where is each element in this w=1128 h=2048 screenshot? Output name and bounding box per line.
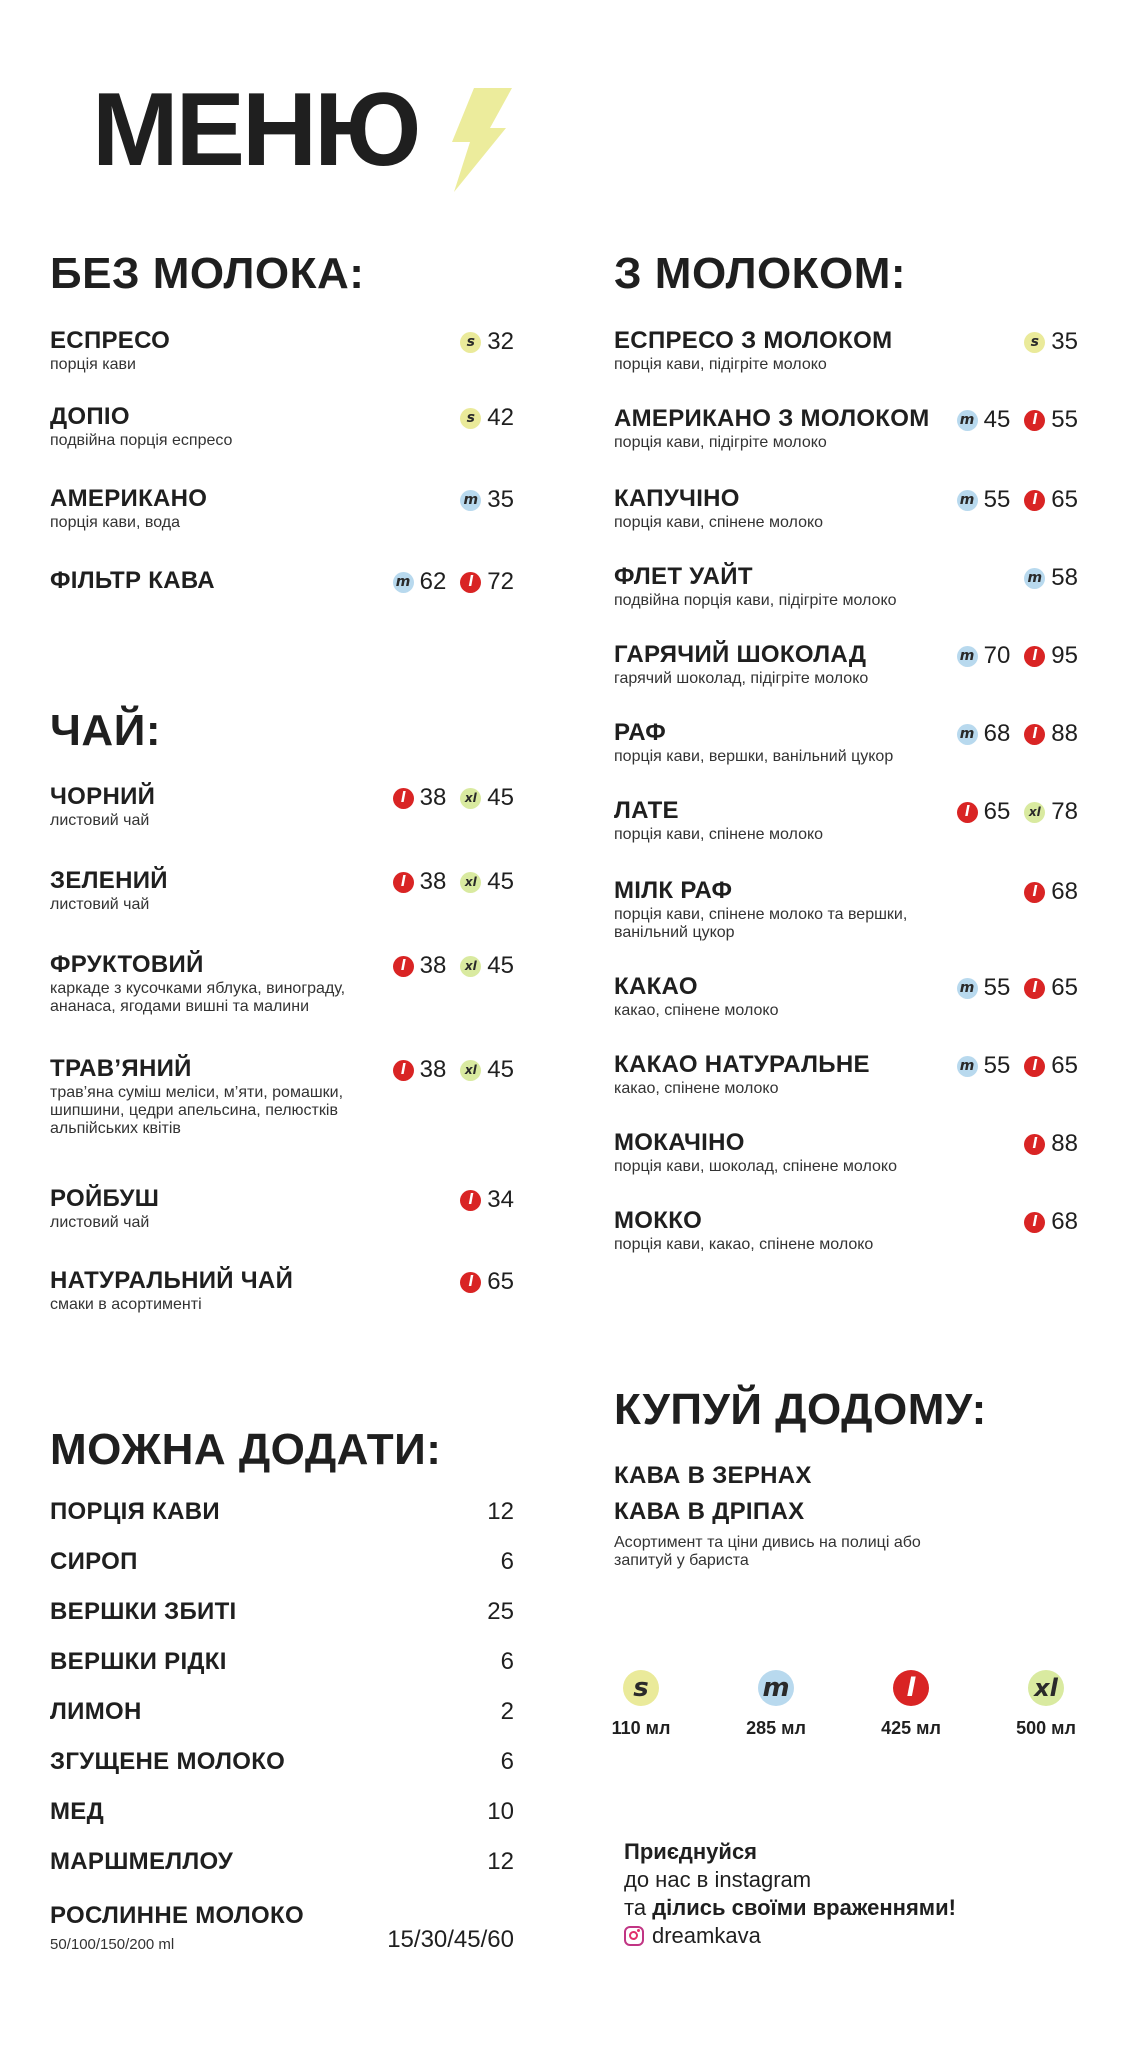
price-m (957, 642, 1011, 670)
size-label: 285 мл (746, 1718, 806, 1738)
addon-price: 6 (500, 1648, 514, 1675)
addon-row (50, 1848, 514, 1876)
plant-milk-volumes: 50/100/150/200 ml (50, 1936, 175, 1953)
menu-item (614, 972, 1078, 1020)
item-name: ЕСПРЕСО З МОЛОКОМ (614, 327, 893, 354)
item-description: гарячий шоколад, підігріте молоко (614, 670, 869, 687)
size-l-icon: l (1024, 1134, 1045, 1155)
item-prices (1024, 878, 1078, 906)
price-value: 45 (487, 1056, 514, 1083)
menu-item (50, 1184, 514, 1232)
item-name: РАФ (614, 719, 667, 746)
price-value: 34 (487, 1186, 514, 1213)
size-legend-s (596, 1670, 686, 1739)
addon-name: МЕД (50, 1798, 104, 1825)
size-s-icon: s (623, 1670, 659, 1706)
item-description: порція кави, спінене молоко та вершки, ванільний цукор (614, 906, 908, 941)
menu-item (614, 1206, 1078, 1254)
item-prices (957, 720, 1078, 748)
price-m (460, 486, 514, 514)
size-xl-icon: xl (460, 1060, 481, 1081)
lightning-bolt-icon (448, 88, 512, 192)
menu-item (50, 402, 514, 450)
size-m-icon: m (957, 978, 978, 999)
item-name: ФЛЕТ УАЙТ (614, 563, 753, 590)
price-l (1024, 1208, 1078, 1236)
item-description: какао, спінене молоко (614, 1002, 779, 1019)
item-name: ТРАВ’ЯНИЙ (50, 1055, 192, 1082)
addon-price: 25 (487, 1598, 514, 1625)
menu-title: МЕНЮ (92, 72, 419, 188)
price-value: 32 (487, 328, 514, 355)
menu-item (50, 566, 514, 596)
item-prices (957, 486, 1078, 514)
addon-name: МАРШМЕЛЛОУ (50, 1848, 234, 1875)
price-value: 68 (1051, 1208, 1078, 1235)
item-name: ЧОРНИЙ (50, 783, 156, 810)
menu-item (50, 326, 514, 374)
menu-item (614, 326, 1078, 374)
social-line-1: Приєднуйся (624, 1839, 758, 1864)
addon-row (50, 1648, 514, 1676)
addon-row (50, 1748, 514, 1776)
item-description: порція кави, спінене молоко (614, 826, 824, 843)
plant-milk-name: РОСЛИННЕ МОЛОКО (50, 1902, 304, 1929)
price-l (1024, 406, 1078, 434)
item-prices (957, 798, 1078, 826)
price-value: 72 (487, 568, 514, 595)
section-title-no-milk: БЕЗ МОЛОКА: (50, 249, 365, 298)
price-m (957, 720, 1011, 748)
item-prices (1024, 328, 1078, 356)
item-name: ФІЛЬТР КАВА (50, 567, 215, 594)
price-value: 88 (1051, 1130, 1078, 1157)
addon-name: ПОРЦІЯ КАВИ (50, 1498, 220, 1525)
item-name: РОЙБУШ (50, 1185, 160, 1212)
addon-name: ЗГУЩЕНЕ МОЛОКО (50, 1748, 286, 1775)
addon-name: СИРОП (50, 1548, 138, 1575)
price-value: 35 (487, 486, 514, 513)
with-milk-list (614, 326, 1078, 1266)
item-description: листовий чай (50, 812, 150, 829)
addon-price: 12 (487, 1498, 514, 1525)
buy-home-item: КАВА В ДРІПАХ (614, 1498, 805, 1525)
price-l (460, 1186, 514, 1214)
instagram-handle: dreamkava (652, 1923, 761, 1948)
item-name: КАКАО (614, 973, 698, 1000)
size-l-icon: l (460, 1190, 481, 1211)
addon-row (50, 1498, 514, 1526)
size-l-icon: l (1024, 1212, 1045, 1233)
size-m-icon: m (957, 646, 978, 667)
price-value: 55 (1051, 406, 1078, 433)
size-l-icon: l (460, 572, 481, 593)
item-prices (1024, 564, 1078, 592)
item-name: АМЕРИКАНО З МОЛОКОМ (614, 405, 930, 432)
addon-price: 12 (487, 1848, 514, 1875)
price-value: 55 (983, 486, 1011, 513)
price-value: 68 (1051, 878, 1078, 905)
price-value: 55 (983, 1052, 1011, 1079)
item-prices (460, 1186, 514, 1214)
item-prices (393, 784, 514, 812)
size-m-icon: m (957, 724, 978, 745)
item-prices (393, 868, 514, 896)
size-legend-l (866, 1670, 956, 1739)
item-description: трав’яна суміш меліси, м’яти, ромашки, шипшини, цедри апельсина, пелюстків альпійських квітів (50, 1084, 344, 1137)
section-title-with-milk: З МОЛОКОМ: (614, 249, 907, 298)
price-l (460, 1268, 514, 1296)
menu-item (614, 796, 1078, 844)
price-xl (460, 1056, 514, 1084)
item-description: какао, спінене молоко (614, 1080, 779, 1097)
price-l (393, 1056, 447, 1084)
price-value: 62 (419, 568, 447, 595)
menu-item (614, 404, 1078, 452)
size-xl-icon: xl (460, 872, 481, 893)
size-l-icon: l (1024, 978, 1045, 999)
social-line-3 (624, 1894, 956, 1922)
item-prices (957, 974, 1078, 1002)
price-l (1024, 974, 1078, 1002)
item-name: НАТУРАЛЬНИЙ ЧАЙ (50, 1267, 294, 1294)
price-value: 65 (487, 1268, 514, 1295)
addon-row (50, 1798, 514, 1826)
addon-row (50, 1548, 514, 1576)
size-l-icon: l (393, 1060, 414, 1081)
menu-item (614, 1128, 1078, 1176)
item-name: МІЛК РАФ (614, 877, 733, 904)
social-line-2: до нас в instagram (624, 1867, 812, 1892)
item-description: каркаде з кусочками яблука, винограду, ананаса, ягодами вишні та малини (50, 980, 346, 1015)
plant-milk-price: 15/30/45/60 (387, 1926, 514, 1953)
price-m (393, 568, 447, 596)
size-xl-icon: xl (1024, 802, 1045, 823)
size-l-icon: l (1024, 882, 1045, 903)
size-m-icon: m (758, 1670, 794, 1706)
price-value: 65 (1051, 974, 1078, 1001)
item-prices (393, 952, 514, 980)
price-xl (460, 784, 514, 812)
size-m-icon: m (393, 572, 414, 593)
item-prices (460, 1268, 514, 1296)
social-line-3-emphasis: ділись своїми враженнями! (652, 1895, 956, 1920)
price-value: 38 (419, 868, 447, 895)
item-name: ЛАТЕ (614, 797, 679, 824)
menu-item (614, 718, 1078, 766)
no-milk-list (50, 326, 514, 626)
price-m (957, 486, 1011, 514)
size-l-icon: l (393, 956, 414, 977)
price-l (1024, 720, 1078, 748)
addon-price: 6 (500, 1548, 514, 1575)
addon-name: ВЕРШКИ ЗБИТІ (50, 1598, 237, 1625)
price-value: 78 (1051, 798, 1078, 825)
size-m-icon: m (460, 490, 481, 511)
menu-item (614, 876, 1078, 942)
item-name: КАКАО НАТУРАЛЬНЕ (614, 1051, 870, 1078)
item-prices (460, 328, 514, 356)
menu-item (614, 1050, 1078, 1098)
size-legend-m (731, 1670, 821, 1739)
size-s-icon: s (1024, 332, 1045, 353)
section-title-tea: ЧАЙ: (50, 706, 161, 755)
social-line-3-prefix: та (624, 1895, 653, 1920)
price-l (393, 784, 447, 812)
size-m-icon: m (957, 490, 978, 511)
instagram-icon (624, 1926, 644, 1946)
menu-item (50, 484, 514, 532)
price-value: 70 (983, 642, 1011, 669)
item-description: смаки в асортименті (50, 1296, 202, 1313)
item-prices (460, 404, 514, 432)
item-description: порція кави, спінене молоко (614, 514, 824, 531)
size-m-icon: m (957, 1056, 978, 1077)
price-l (957, 798, 1011, 826)
price-l (1024, 1130, 1078, 1158)
menu-item (614, 484, 1078, 532)
item-name: АМЕРИКАНО (50, 485, 208, 512)
size-m-icon: m (957, 410, 978, 431)
item-prices (957, 642, 1078, 670)
menu-item (50, 866, 514, 914)
item-name: МОКАЧІНО (614, 1129, 745, 1156)
size-xl-icon: xl (460, 788, 481, 809)
item-description: листовий чай (50, 896, 150, 913)
price-value: 65 (1051, 486, 1078, 513)
size-l-icon: l (1024, 490, 1045, 511)
item-prices (460, 486, 514, 514)
price-value: 45 (983, 406, 1011, 433)
item-name: ЗЕЛЕНИЙ (50, 867, 168, 894)
price-value: 45 (487, 952, 514, 979)
menu-item (614, 640, 1078, 688)
item-description: подвійна порція кави, підігріте молоко (614, 592, 897, 609)
price-s (460, 404, 514, 432)
menu-item (50, 782, 514, 830)
size-l-icon: l (1024, 410, 1045, 431)
price-m (957, 974, 1011, 1002)
price-l (1024, 486, 1078, 514)
price-value: 45 (487, 784, 514, 811)
price-xl (460, 952, 514, 980)
price-xl (1024, 798, 1078, 826)
price-value: 38 (419, 784, 447, 811)
price-l (460, 568, 514, 596)
menu-item (50, 1054, 514, 1138)
item-description: порція кави, шоколад, спінене молоко (614, 1158, 897, 1175)
item-description: листовий чай (50, 1214, 150, 1231)
tea-list (50, 782, 514, 1322)
buy-home-note: Асортимент та ціни дивись на полиці або запитуй у бариста (614, 1534, 921, 1569)
item-description: порція кави, підігріте молоко (614, 434, 827, 451)
size-l-icon: l (393, 872, 414, 893)
price-value: 65 (1051, 1052, 1078, 1079)
size-l-icon: l (1024, 724, 1045, 745)
price-value: 35 (1051, 328, 1078, 355)
addon-row (50, 1698, 514, 1726)
menu-item (50, 1266, 514, 1314)
price-value: 38 (419, 1056, 447, 1083)
social-block (624, 1838, 956, 1950)
addon-price: 6 (500, 1748, 514, 1775)
price-m (957, 406, 1011, 434)
item-prices (1024, 1130, 1078, 1158)
price-l (1024, 878, 1078, 906)
item-name: ЕСПРЕСО (50, 327, 171, 354)
size-s-icon: s (460, 332, 481, 353)
item-prices (957, 406, 1078, 434)
menu-item (50, 950, 514, 1016)
item-description: порція кави, вершки, ванільний цукор (614, 748, 894, 765)
size-s-icon: s (460, 408, 481, 429)
price-value: 38 (419, 952, 447, 979)
plant-milk-row (50, 1902, 514, 1954)
item-description: подвійна порція еспресо (50, 432, 233, 449)
addon-price: 10 (487, 1798, 514, 1825)
price-m (957, 1052, 1011, 1080)
size-legend-xl (1001, 1670, 1091, 1739)
section-title-buy-home: КУПУЙ ДОДОМУ: (614, 1385, 987, 1434)
addon-row (50, 1598, 514, 1626)
price-l (1024, 642, 1078, 670)
item-prices (393, 1056, 514, 1084)
size-l-icon: l (1024, 1056, 1045, 1077)
item-name: ДОПІО (50, 403, 130, 430)
item-description: порція кави (50, 356, 136, 373)
item-prices (1024, 1208, 1078, 1236)
buy-home-item: КАВА В ЗЕРНАХ (614, 1462, 812, 1489)
addon-name: ЛИМОН (50, 1698, 142, 1725)
menu-item (614, 562, 1078, 610)
size-l-icon: l (393, 788, 414, 809)
price-m (1024, 564, 1078, 592)
price-xl (460, 868, 514, 896)
price-l (393, 868, 447, 896)
item-prices (393, 568, 514, 596)
item-prices (957, 1052, 1078, 1080)
size-xl-icon: xl (460, 956, 481, 977)
item-description: порція кави, підігріте молоко (614, 356, 827, 373)
size-label: 110 мл (611, 1718, 671, 1738)
price-s (1024, 328, 1078, 356)
instagram-link[interactable] (624, 1922, 956, 1950)
size-l-icon: l (893, 1670, 929, 1706)
price-value: 45 (487, 868, 514, 895)
size-label: 500 мл (1016, 1718, 1076, 1738)
item-name: ФРУКТОВИЙ (50, 951, 204, 978)
item-description: порція кави, вода (50, 514, 180, 531)
price-value: 88 (1051, 720, 1078, 747)
price-l (393, 952, 447, 980)
size-l-icon: l (957, 802, 978, 823)
size-m-icon: m (1024, 568, 1045, 589)
addon-price: 2 (500, 1698, 514, 1725)
section-title-addons: МОЖНА ДОДАТИ: (50, 1425, 442, 1474)
price-value: 65 (983, 798, 1011, 825)
addons-list (50, 1498, 514, 1958)
size-xl-icon: xl (1028, 1670, 1064, 1706)
price-s (460, 328, 514, 356)
item-name: ГАРЯЧИЙ ШОКОЛАД (614, 641, 867, 668)
size-label: 425 мл (881, 1718, 941, 1738)
size-l-icon: l (460, 1272, 481, 1293)
item-description: порція кави, какао, спінене молоко (614, 1236, 874, 1253)
price-value: 95 (1051, 642, 1078, 669)
price-value: 55 (983, 974, 1011, 1001)
item-name: КАПУЧІНО (614, 485, 740, 512)
price-value: 58 (1051, 564, 1078, 591)
price-value: 42 (487, 404, 514, 431)
item-name: МОККО (614, 1207, 703, 1234)
addon-name: ВЕРШКИ РІДКІ (50, 1648, 227, 1675)
price-value: 68 (983, 720, 1011, 747)
size-l-icon: l (1024, 646, 1045, 667)
price-l (1024, 1052, 1078, 1080)
